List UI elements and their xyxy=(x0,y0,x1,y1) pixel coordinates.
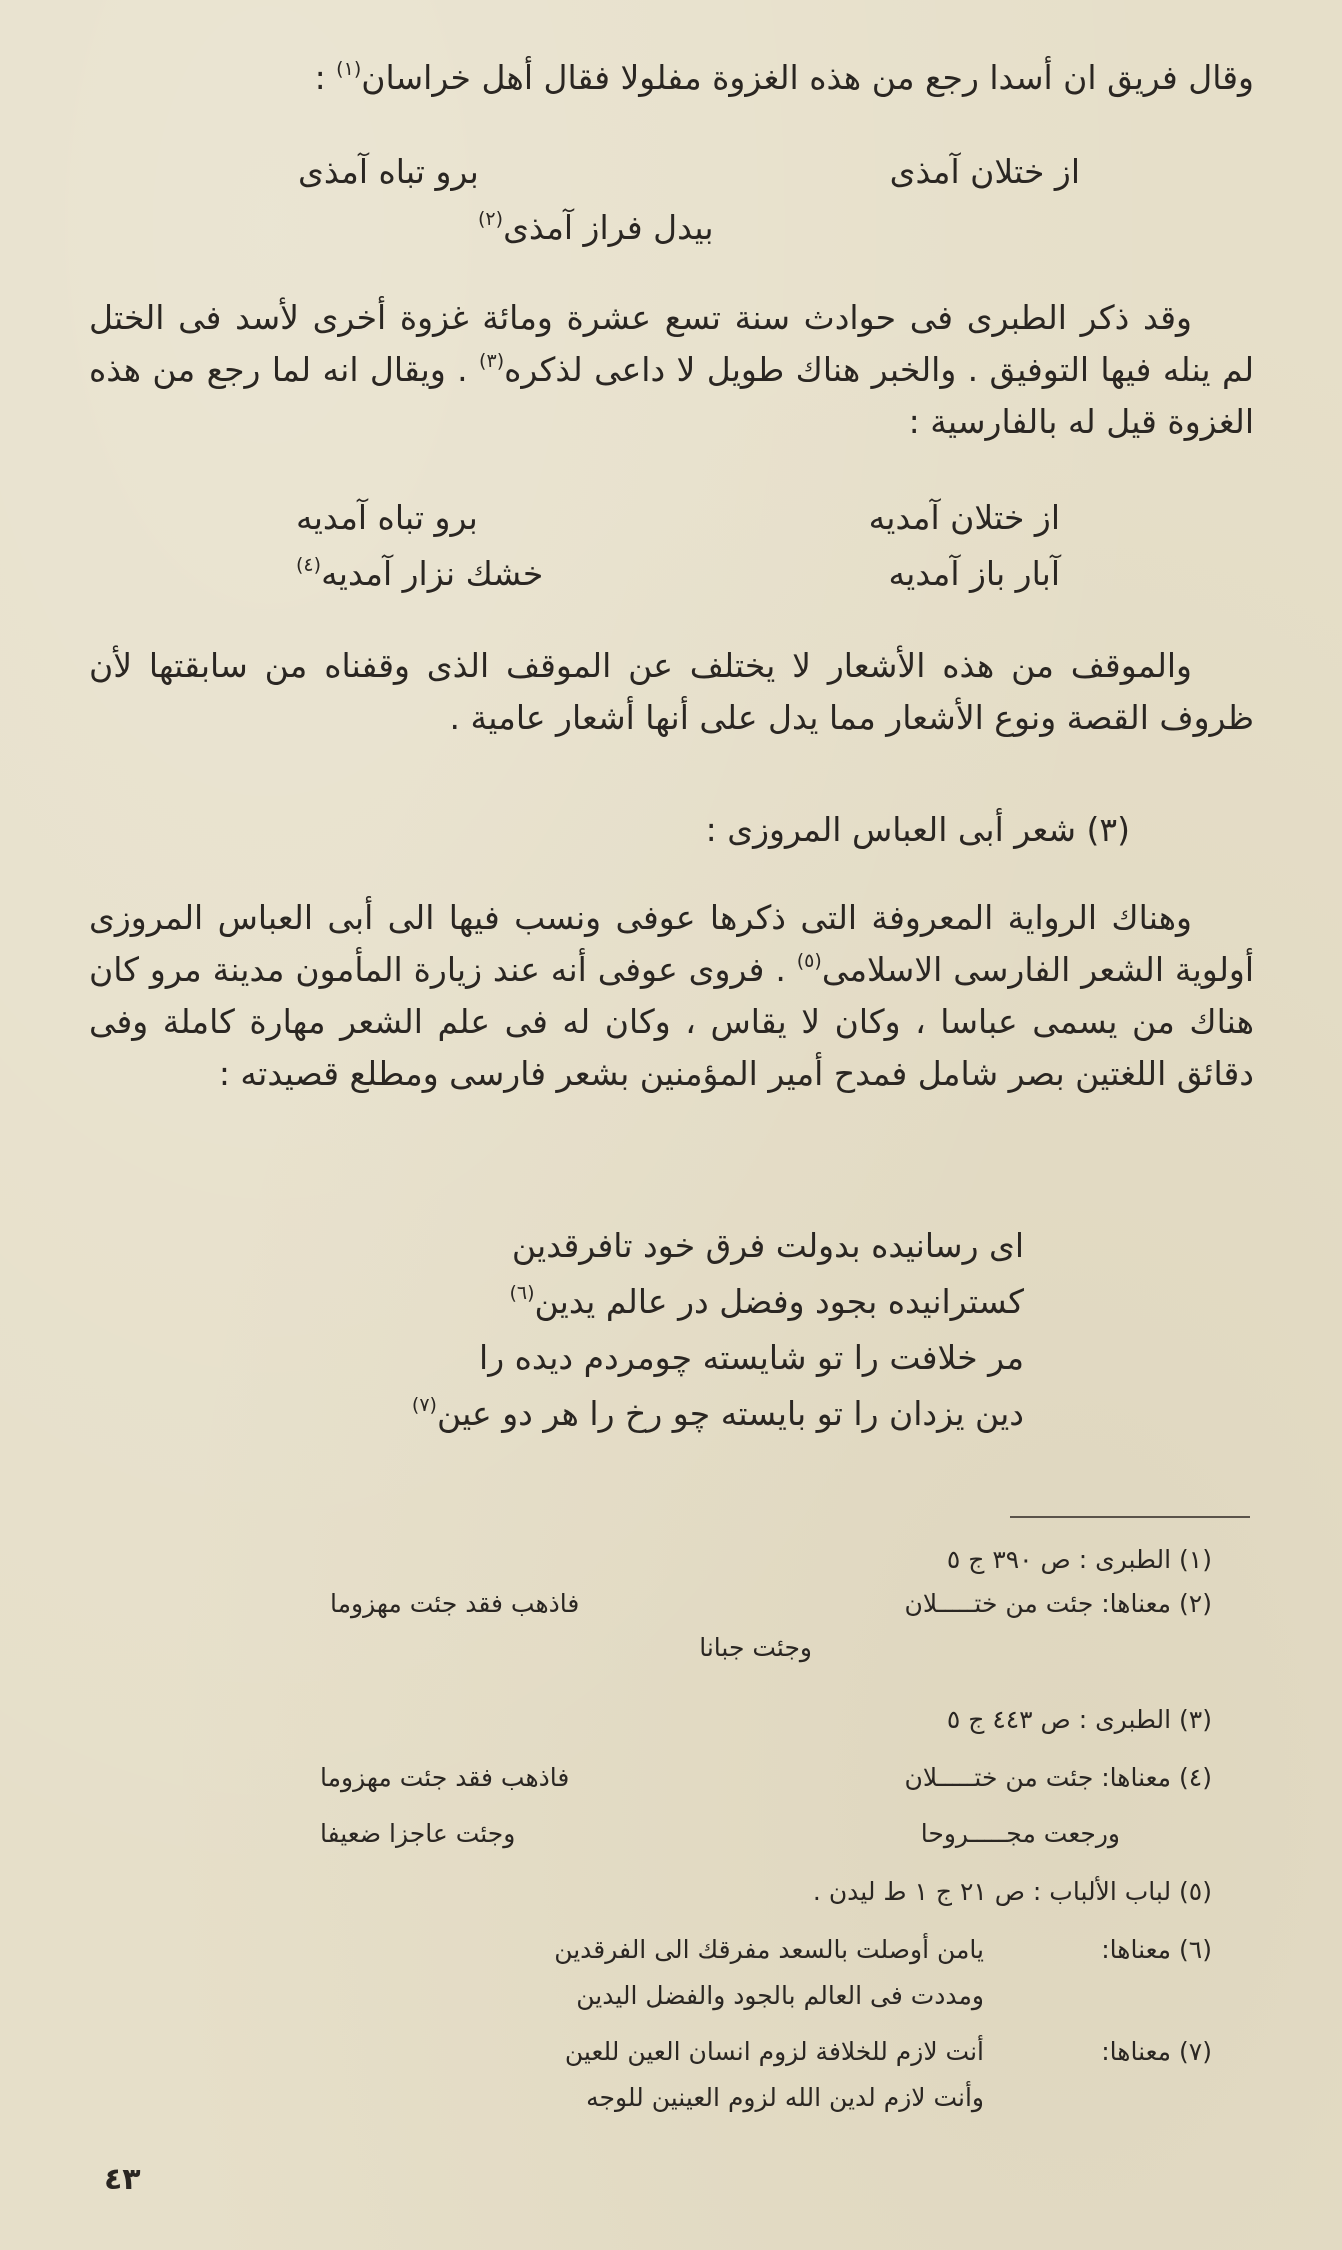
verse-2-line-1-right xyxy=(869,492,1060,544)
verse-2-line-1-left xyxy=(296,492,478,544)
footnote-text: الطبرى : ص ٤٤٣ ج ٥ xyxy=(946,1705,1172,1734)
footnote-ref-3[interactable]: (٣) xyxy=(479,350,505,372)
footnote-number: (٣) xyxy=(1179,1705,1212,1734)
hemistich: از ختلان آمديه xyxy=(868,498,1060,537)
footnote-5 xyxy=(813,1870,1212,1914)
verse-1-line-1 xyxy=(890,146,1080,198)
verse-1-line-1-left xyxy=(298,146,479,198)
footnote-ref-5[interactable]: (٥) xyxy=(796,950,822,972)
footnote-text: وأنت لازم لدين الله لزوم العينين للوجه xyxy=(586,2083,984,2112)
footnote-label: معناها: xyxy=(1101,1935,1172,1964)
footnote-2-line-2 xyxy=(699,1626,812,1670)
paragraph-2 xyxy=(89,292,1254,448)
footnote-text: فاذهب فقد جئت مهزوما xyxy=(330,1589,580,1618)
hemistich: برو تباه آمديه xyxy=(296,498,478,537)
footnote-number: (٤) xyxy=(1179,1763,1212,1792)
footnote-text: يامن أوصلت بالسعد مفرقك الى الفرقدين xyxy=(554,1935,984,1964)
hemistich: اى رسانيده بدولت فرق خود تافرقدين xyxy=(511,1226,1024,1265)
paragraph-1 xyxy=(89,52,1254,104)
footnote-number: (٥) xyxy=(1179,1877,1212,1906)
footnote-7 xyxy=(1101,2030,1212,2074)
footnote-text: فاذهب فقد جئت مهزوما xyxy=(320,1763,570,1792)
hemistich: مر خلافت را تو شايسته چومردم ديده را xyxy=(479,1338,1024,1377)
hemistich: آبار باز آمديه xyxy=(888,554,1060,593)
paragraph-4 xyxy=(89,892,1254,1100)
paragraph-text: والموقف من هذه الأشعار لا يختلف عن الموقف الذى وقفناه من سابقتها لأن ظروف القصة ونوع الأشعار مما يدل على أنها أشعار عامية . xyxy=(89,646,1254,737)
footnote-separator xyxy=(1010,1516,1250,1518)
paragraph-text: . ويقال انه لما رجع من هذه الغزوة قيل له بالفارسية : xyxy=(89,350,1254,441)
footnote-3 xyxy=(947,1698,1212,1742)
hemistich: كسترانيده بجود وفضل در عالم يدين xyxy=(534,1282,1024,1321)
footnote-4-line-2 xyxy=(921,1812,1120,1856)
verse-3-line-3 xyxy=(479,1332,1024,1384)
section-heading: (٣) شعر أبى العباس المروزى : xyxy=(705,810,1130,849)
footnote-7-line-1 xyxy=(565,2030,984,2074)
footnote-2-left xyxy=(330,1582,579,1626)
paragraph-text: : xyxy=(314,58,337,97)
footnote-ref-7[interactable]: (٧) xyxy=(411,1394,437,1416)
footnote-ref-2[interactable]: (٢) xyxy=(478,208,504,230)
footnote-6 xyxy=(1101,1928,1212,1972)
page-number: ٤٣ xyxy=(104,2162,141,2197)
footnote-ref-6[interactable]: (٦) xyxy=(509,1282,535,1304)
footnote-text: معناها: جئت من ختـــــلان xyxy=(904,1763,1172,1792)
paragraph-3 xyxy=(89,640,1254,744)
paragraph-text: وقد ذكر الطبرى فى حوادث سنة تسع عشرة ومائة غزوة أخرى لأسد فى الختل لم ينله فيها التوفيق . والخبر هناك طويل لا داعى لذكره xyxy=(89,298,1254,389)
verse-3-line-4 xyxy=(412,1388,1024,1440)
verse-2-line-2-left xyxy=(296,548,543,600)
footnote-2 xyxy=(905,1582,1212,1626)
footnote-number: (٧) xyxy=(1179,2037,1212,2066)
footnote-6-line-2 xyxy=(576,1974,984,2018)
verse-3-line-1 xyxy=(512,1220,1024,1272)
hemistich: بيدل فراز آمذی xyxy=(503,208,714,247)
hemistich: دين يزدان را تو بايسته چو رخ را هر دو عين xyxy=(436,1394,1024,1433)
footnote-7-line-2 xyxy=(586,2076,984,2120)
footnote-4 xyxy=(905,1756,1212,1800)
footnote-text: وجئت عاجزا ضعيفا xyxy=(320,1819,516,1848)
paragraph-text: . فروى عوفى أنه عند زيارة المأمون مدينة مرو كان هناك من يسمى عباسا ، وكان لا يقاس ، وكان له فى علم الشعر مهارة كاملة وفى دقائق اللغتين بصر شامل فمدح أمير المؤمنين بشعر فارسى ومطلع قصيدته : xyxy=(89,950,1254,1093)
footnote-number: (١) xyxy=(1179,1545,1212,1574)
footnote-text: وجئت جبانا xyxy=(699,1633,812,1662)
footnote-ref-4[interactable]: (٤) xyxy=(296,554,322,576)
footnote-6-line-1 xyxy=(554,1928,984,1972)
hemistich: از ختلان آمذی xyxy=(889,152,1080,191)
footnote-1 xyxy=(947,1538,1212,1582)
footnote-number: (٢) xyxy=(1179,1589,1212,1618)
footnote-number: (٦) xyxy=(1179,1935,1212,1964)
footnote-4-left xyxy=(320,1756,569,1800)
footnote-4-line-2-left xyxy=(320,1812,515,1856)
footnote-text: ومددت فى العالم بالجود والفضل اليدين xyxy=(576,1981,984,2010)
hemistich: برو تباه آمذی xyxy=(298,152,479,191)
verse-2-line-2-right xyxy=(888,548,1060,600)
footnote-text: لباب الألباب : ص ٢١ ج ١ ط ليدن . xyxy=(812,1877,1172,1906)
paragraph-text: وقال فريق ان أسدا رجع من هذه الغزوة مفلولا فقال أهل خراسان xyxy=(361,58,1254,97)
paragraph-text: وهناك الرواية المعروفة التى ذكرها عوفى ونسب فيها الى أبى العباس المروزى أولوية الشعر الفارسى الاسلامى xyxy=(89,898,1254,989)
footnote-label: معناها: xyxy=(1101,2037,1172,2066)
footnote-ref-1[interactable]: (١) xyxy=(336,58,362,80)
verse-1-line-2 xyxy=(478,202,714,254)
verse-3-line-2 xyxy=(509,1276,1024,1328)
footnote-text: ورجعت مجـــــروحا xyxy=(920,1819,1120,1848)
footnote-text: معناها: جئت من ختـــــلان xyxy=(904,1589,1172,1618)
footnote-text: أنت لازم للخلافة لزوم انسان العين للعين xyxy=(564,2037,984,2066)
footnote-text: الطبرى : ص ٣٩٠ ج ٥ xyxy=(946,1545,1172,1574)
hemistich: خشك نزار آمديه xyxy=(321,554,544,593)
